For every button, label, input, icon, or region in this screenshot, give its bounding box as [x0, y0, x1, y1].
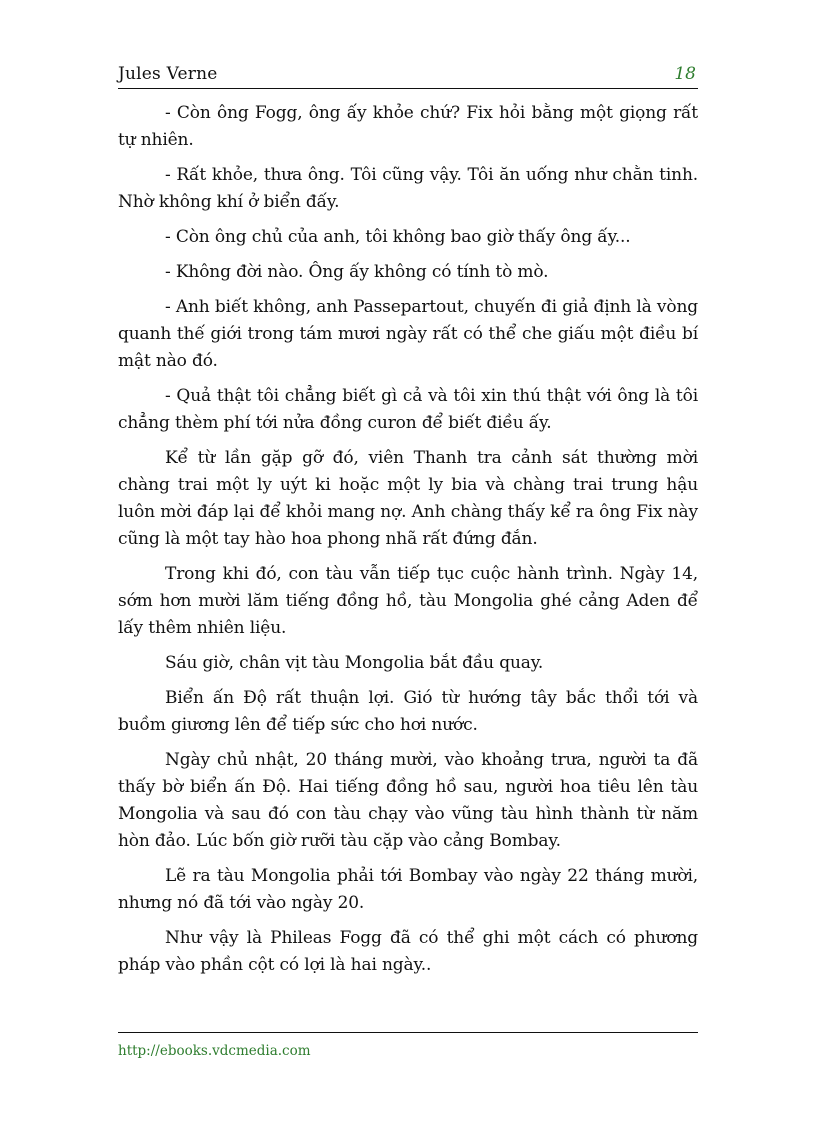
paragraph: - Còn ông chủ của anh, tôi không bao giờ thấy ông ấy... [165, 227, 631, 247]
page-number: 18 [674, 64, 696, 84]
paragraph: Kể từ lần gặp gỡ đó, viên Thanh tra cảnh sát thường mời chàng trai một ly uýt ki hoặc một ly bia và chàng trai trung hậu luôn mời đáp lại để khỏi mang nợ. Anh chàng thấy kể ra ông Fix này cũng là một tay hào hoa phong nhã rất đứng đắn. [118, 448, 698, 549]
paragraph: Biển ấn Độ rất thuận lợi. Gió từ hướng tây bắc thổi tới và buồm giương lên để tiếp sức cho hơi nước. [118, 688, 698, 735]
footer-url-link[interactable]: http://ebooks.vdcmedia.com [118, 1043, 311, 1059]
page-header [118, 62, 698, 89]
paragraph: Trong khi đó, con tàu vẫn tiếp tục cuộc hành trình. Ngày 14, sớm hơn mười lăm tiếng đồng hồ, tàu Mongolia ghé cảng Aden để lấy thêm nhiên liệu. [118, 564, 698, 638]
paragraph: Sáu giờ, chân vịt tàu Mongolia bắt đầu quay. [165, 653, 544, 673]
paragraph: Ngày chủ nhật, 20 tháng mười, vào khoảng trưa, người ta đã thấy bờ biển ấn Độ. Hai tiếng đồng hồ sau, người hoa tiêu lên tàu Mongolia và sau đó con tàu chạy vào vũng tàu hình thành từ năm hòn đảo. Lúc bốn giờ rưỡi tàu cặp vào cảng Bombay. [118, 750, 698, 851]
paragraph: - Rất khỏe, thưa ông. Tôi cũng vậy. Tôi ăn uống như chằn tinh. Nhờ không khí ở biển đấy. [118, 165, 698, 212]
paragraph: - Anh biết không, anh Passepartout, chuyến đi giả định là vòng quanh thế giới trong tám mươi ngày rất có thể che giấu một điều bí mật nào đó. [118, 297, 698, 371]
paragraph: - Quả thật tôi chẳng biết gì cả và tôi xin thú thật với ông là tôi chẳng thèm phí tới nửa đồng curon để biết điều ấy. [118, 386, 698, 433]
header-author: Jules Verne [118, 64, 218, 84]
paragraph: - Còn ông Fogg, ông ấy khỏe chứ? Fix hỏi bằng một giọng rất tự nhiên. [118, 103, 698, 150]
paragraph: Như vậy là Phileas Fogg đã có thể ghi một cách có phương pháp vào phần cột có lợi là hai ngày.. [118, 928, 698, 975]
body-text [118, 100, 698, 987]
footer-divider [118, 1032, 698, 1033]
paragraph: - Không đời nào. Ông ấy không có tính tò mò. [165, 262, 549, 282]
paragraph: Lẽ ra tàu Mongolia phải tới Bombay vào ngày 22 tháng mười, nhưng nó đã tới vào ngày 20. [118, 866, 698, 913]
